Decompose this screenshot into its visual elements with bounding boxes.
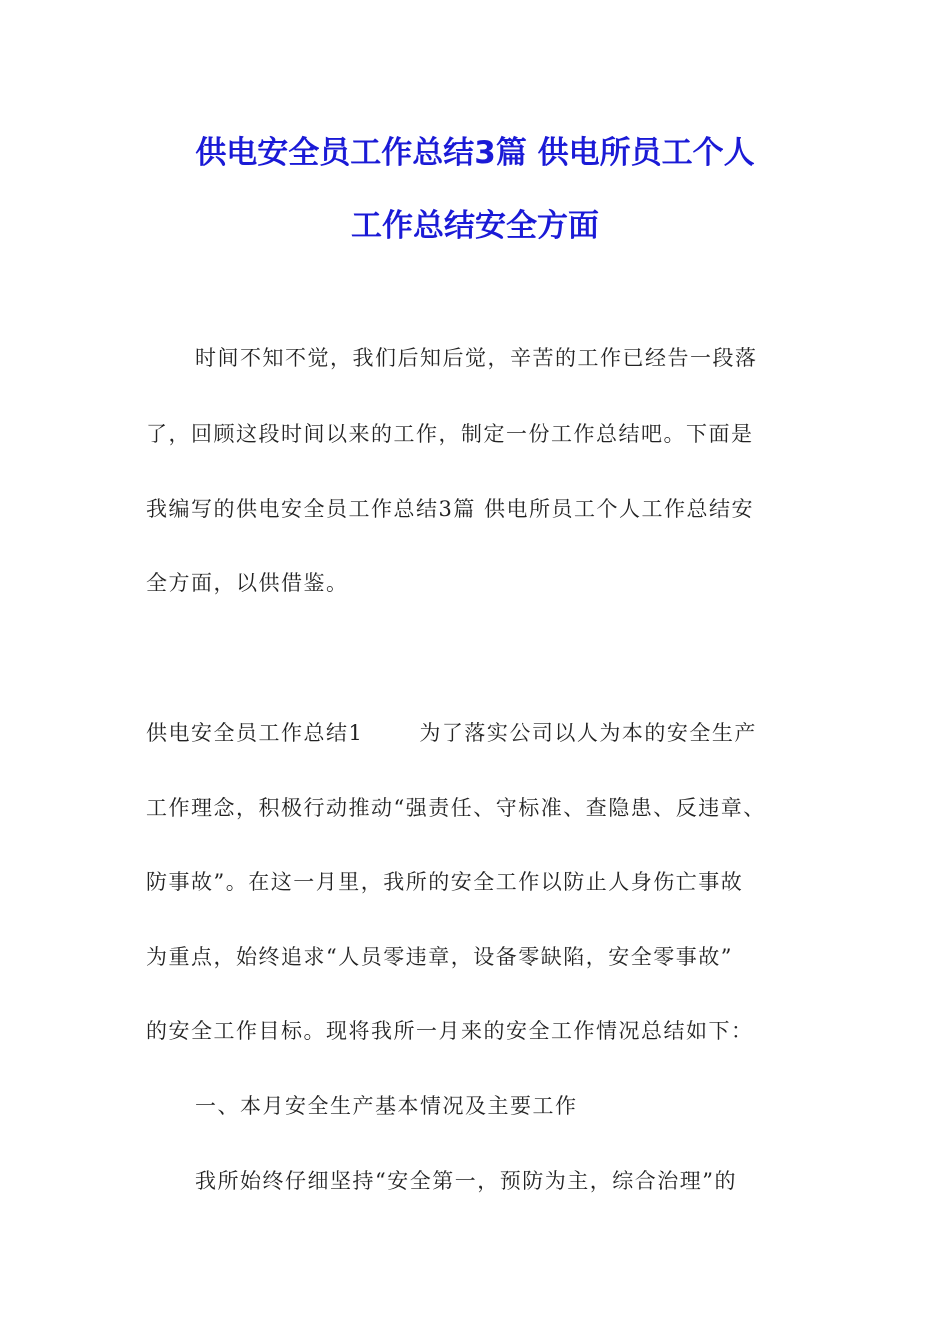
intro-line-3: 我编写的供电安全员工作总结3篇 供电所员工个人工作总结安 [146, 497, 755, 521]
section1-line-3: 防事故”。在这一月里，我所的安全工作以防止人身伤亡事故 [146, 870, 744, 894]
section1-line-2: 工作理念，积极行动推动“强责任、守标准、查隐患、反违章、 [146, 796, 766, 820]
intro-line-2: 了，回顾这段时间以来的工作，制定一份工作总结吧。下面是 [146, 422, 754, 446]
document-title-line-1: 供电安全员工作总结3篇 供电所员工个人 [195, 135, 755, 171]
section1-line-4: 为重点，始终追求“人员零违章，设备零缺陷，安全零事故” [146, 945, 733, 969]
intro-line-4: 全方面，以供借鉴。 [146, 571, 349, 595]
section1-first-line-text: 为了落实公司以人为本的安全生产 [419, 721, 757, 745]
section1-paragraph-start: 我所始终仔细坚持“安全第一，预防为主，综合治理”的 [195, 1169, 737, 1193]
document-title-line-2: 工作总结安全方面 [351, 208, 599, 244]
section1-heading: 供电安全员工作总结1 [146, 721, 364, 745]
section1-subheading: 一、本月安全生产基本情况及主要工作 [195, 1094, 578, 1118]
intro-line-1: 时间不知不觉，我们后知后觉，辛苦的工作已经告一段落 [195, 346, 758, 370]
section1-line-5: 的安全工作目标。现将我所一月来的安全工作情况总结如下： [146, 1019, 754, 1043]
section1-first-line [146, 718, 757, 748]
